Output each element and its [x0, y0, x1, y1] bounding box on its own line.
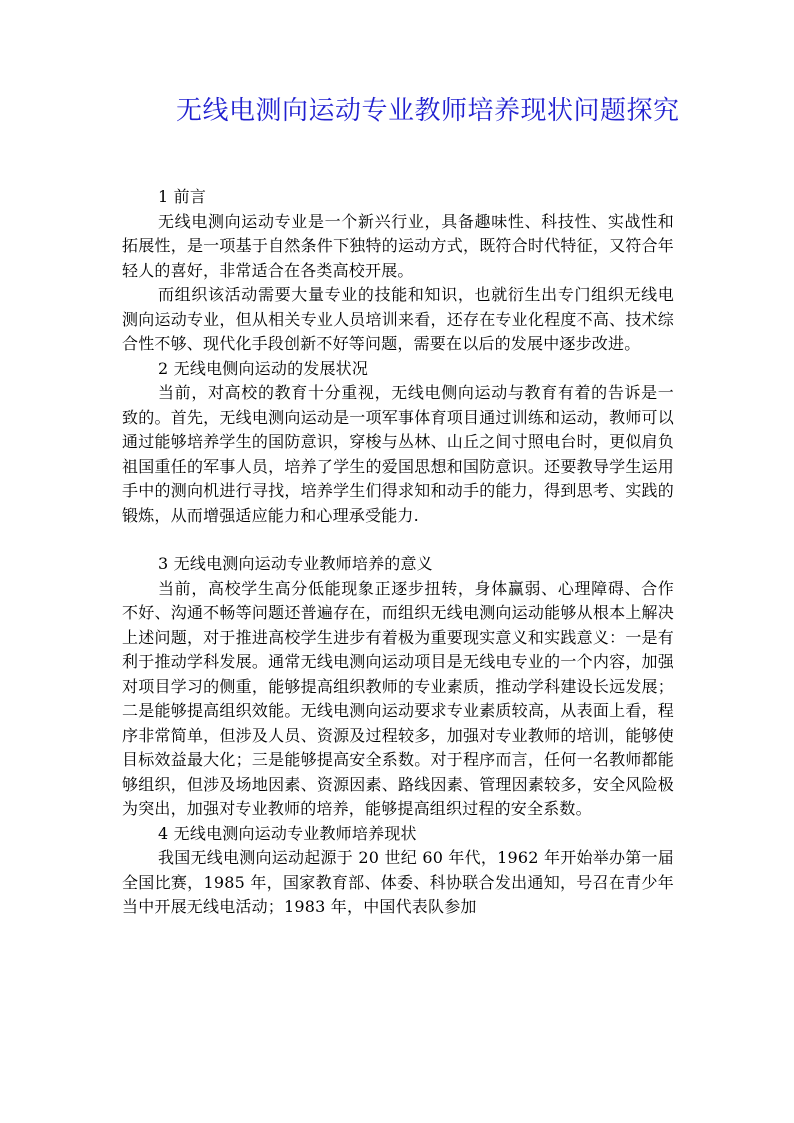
blank-line [122, 528, 674, 552]
document-body [122, 185, 674, 920]
section-heading-4: 4 无线电测向运动专业教师培养现状 [158, 823, 417, 843]
paragraph: 而组织该活动需要大量专业的技能和知识，也就衍生出专门组织无线电测向运动专业，但从相关专业人员培训来看，还存在专业化程度不高、技术综合性不够、现代化手段创新不好等问题，需要在以后的发展中逐步改进。 [122, 285, 674, 353]
paragraph: 当前，对高校的教育十分重视，无线电侧向运动与教育有着的告诉是一致的。首先，无线电测向运动是一项军事体育项目通过训练和运动，教师可以通过能够培养学生的国防意识，穿梭与丛林、山丘之间寸照电台时，更似肩负祖国重任的军事人员，培养了学生的爱国思想和国防意识。还要教导学生运用手中的测向机进行寻找，培养学生们得求知和动手的能力，得到思考、实践的锻炼，从而增强适应能力和心理承受能力. [122, 383, 674, 525]
paragraph: 当前，高校学生高分低能现象正逐步扭转，身体赢弱、心理障碍、合作不好、沟通不畅等问题还普遍存在，而组织无线电测向运动能够从根本上解决上述问题，对于推进高校学生进步有着极为重要现实意义和实践意义：一是有利于推动学科发展。通常无线电测向运动项目是无线电专业的一个内容，加强对项目学习的侧重，能够提高组织教师的专业素质，推动学科建设长远发展；二是能够提高组织效能。无线电测向运动要求专业素质较高，从表面上看，程序非常简单，但涉及人员、资源及过程较多，加强对专业教师的培训，能够使目标效益最大化；三是能够提高安全系数。对于程序而言，任何一名教师都能够组织，但涉及场地因素、资源因素、路线因素、管理因素较多，安全风险极为突出，加强对专业教师的培养，能够提高组织过程的安全系数。 [122, 578, 674, 818]
paragraph: 我国无线电测向运动起源于 20 世纪 60 年代，1962 年开始举办第一届全国比赛，1985 年，国家教育部、体委、科协联合发出通知，号召在青少年当中开展无线电活动；1983 年，中国代表队参加 [122, 848, 674, 916]
section-heading-3: 3 无线电测向运动专业教师培养的意义 [158, 554, 433, 573]
section-heading-2: 2 无线电侧向运动的发展状况 [158, 358, 369, 378]
document-title: 无线电测向运动专业教师培养现状问题探究 [176, 96, 680, 126]
paragraph: 无线电测向运动专业是一个新兴行业，具备趣味性、科技性、实战性和拓展性，是一项基于自然条件下独特的运动方式，既符合时代特征，又符合年轻人的喜好，非常适合在各类高校开展。 [122, 211, 674, 280]
section-heading-1: 1 前言 [158, 187, 207, 206]
